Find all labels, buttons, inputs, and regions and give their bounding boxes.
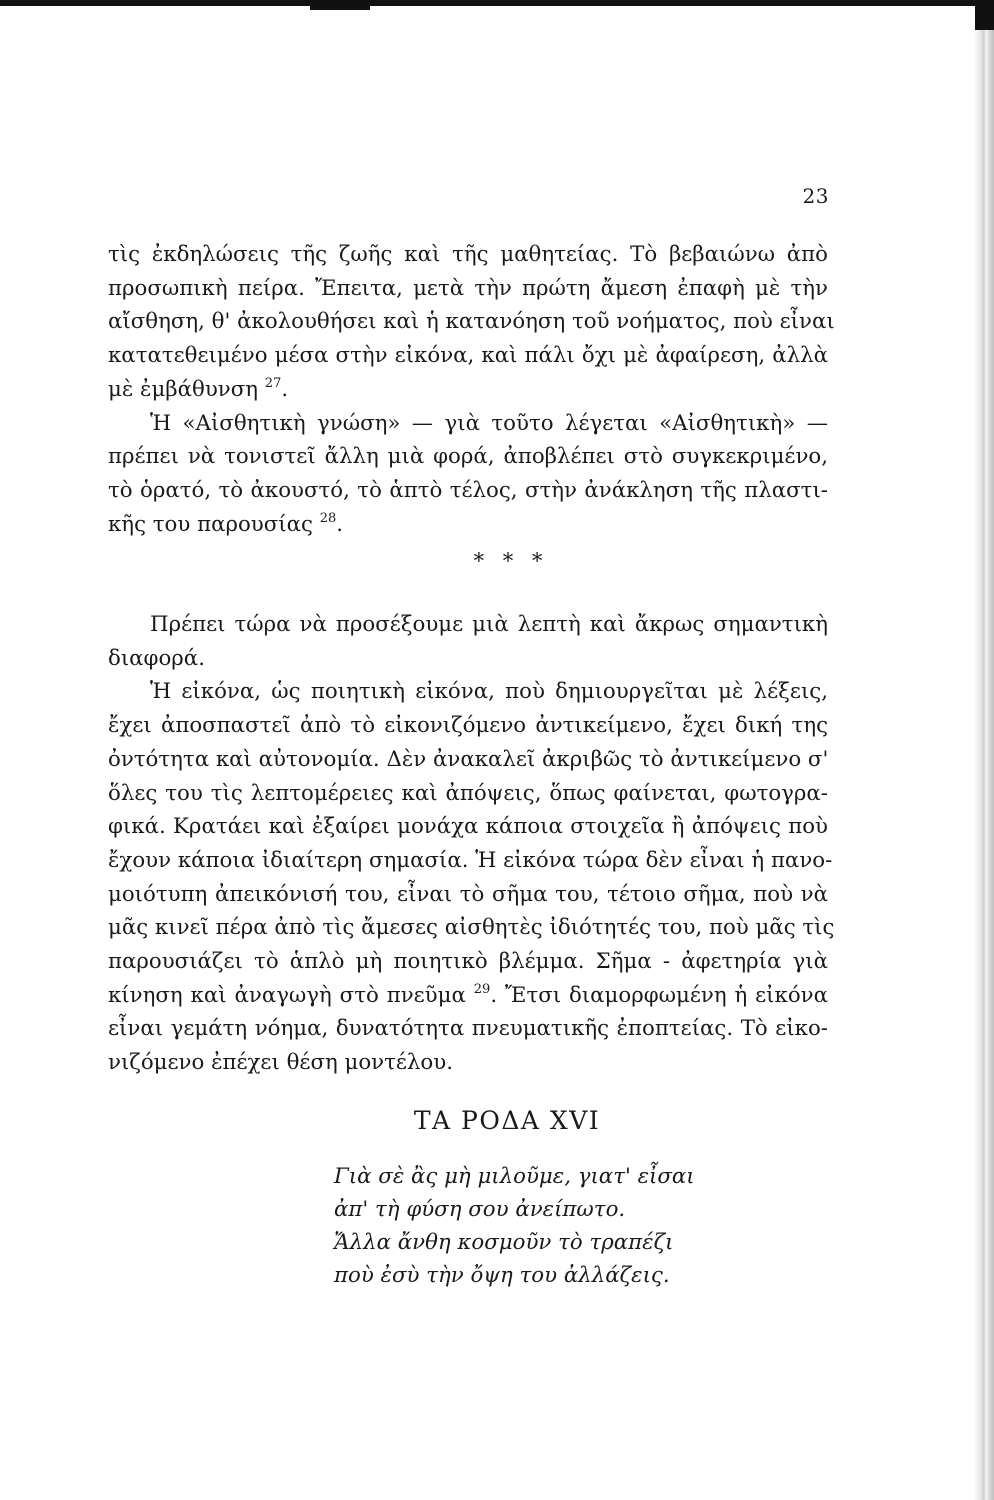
scan-top-edge	[0, 0, 975, 6]
text-line: ἔχει ἀποσπαστεῖ ἀπὸ τὸ εἰκονιζόμενο ἀντικείμενο, ἔχει δική της	[108, 713, 828, 739]
text-line: μᾶς κινεῖ πέρα ἀπὸ τὶς ἄμεσες αἰσθητὲς ἰδιότητές του, ποὺ μᾶς τὶς	[108, 915, 835, 941]
text-line: Ἡ «Αἰσθητικὴ γνώση» — γιὰ τοῦτο λέγεται «Αἰσθητικὴ» —	[150, 410, 828, 436]
poem-line: ποὺ ἐσὺ τὴν ὄψη του ἀλλάζεις.	[334, 1263, 670, 1288]
footnote-marker: 27	[264, 375, 282, 391]
text-line: Ἡ εἰκόνα, ὡς ποιητικὴ εἰκόνα, ποὺ δημιουργεῖται μὲ λέξεις,	[150, 679, 828, 705]
text-line: προσωπικὴ πείρα. Ἔπειτα, μετὰ τὴν πρώτη ἄμεση ἐπαφὴ μὲ τὴν	[108, 275, 828, 301]
text-line: παρουσιάζει τὸ ἁπλὸ μὴ ποιητικὸ βλέμμα. Σῆμα - ἀφετηρία γιὰ	[108, 949, 828, 975]
text-fragment: κίνηση καὶ ἀναγωγὴ στὸ πνεῦμα	[108, 982, 466, 1008]
scan-corner	[975, 0, 994, 30]
text-fragment: κῆς του παρουσίας	[108, 511, 313, 537]
scan-top-notch	[310, 6, 370, 10]
poem-line: Ἄλλα ἄνθη κοσμοῦν τὸ τραπέζι	[334, 1230, 674, 1255]
text-line: μὲ ἐμβάθυνση $^{27}$.	[108, 375, 289, 402]
text-line: κατατεθειμένο μέσα στὴν εἰκόνα, καὶ πάλι ὄχι μὲ ἀφαίρεση, ἀλλὰ	[108, 343, 828, 369]
text-line: πρέπει νὰ τονιστεῖ ἄλλη μιὰ φορά, ἀποβλέπει στὸ συγκεκριμένο,	[108, 444, 828, 470]
text-line: αἴσθηση, θ' ἀκολουθήσει καὶ ἡ κατανόηση τοῦ νοήματος, ποὺ εἶναι	[108, 309, 835, 335]
section-separator: * * *	[473, 549, 549, 573]
poem-line: Γιὰ σὲ ἂς μὴ μιλοῦμε, γιατ' εἶσαι	[334, 1164, 695, 1189]
text-line: φικά. Κρατάει καὶ ἐξαίρει μονάχα κάποια στοιχεῖα ἢ ἀπόψεις ποὺ	[108, 814, 828, 840]
text-line: τὸ ὁρατό, τὸ ἀκουστό, τὸ ἁπτὸ τέλος, στὴν ἀνάκληση τῆς πλαστι-	[108, 477, 828, 503]
poem-line: ἀπ' τὴ φύση σου ἀνείπωτο.	[334, 1197, 626, 1222]
footnote-marker: 29	[473, 981, 491, 997]
text-line: ὅλες του τὶς λεπτομέρειες καὶ ἀπόψεις, ὅπως φαίνεται, φωτογρα-	[108, 780, 828, 806]
text-line: ὀντότητα καὶ αὐτονομία. Δὲν ἀνακαλεῖ ἀκριβῶς τὸ ἀντικείμενο σ'	[108, 746, 829, 772]
scan-right-edge	[975, 0, 994, 1500]
text-line	[108, 979, 828, 1013]
text-line: μοιότυπη ἀπεικόνισή του, εἶναι τὸ σῆμα του, τέτοιο σῆμα, ποὺ νὰ	[108, 881, 828, 907]
text-line: τὶς ἐκδηλώσεις τῆς ζωῆς καὶ τῆς μαθητείας. Τὸ βεβαιώνω ἀπὸ	[108, 242, 828, 267]
text-line: εἶναι γεμάτη νόημα, δυνατότητα πνευματικῆς ἐποπτείας. Τὸ εἰκο-	[108, 1016, 828, 1042]
footnote-marker: 28	[319, 510, 337, 526]
body-text-bottom	[108, 608, 835, 1080]
text-line: Πρέπει τώρα νὰ προσέξουμε μιὰ λεπτὴ καὶ ἄκρως σημαντικὴ	[150, 612, 828, 637]
page-number: 23	[802, 184, 829, 208]
body-text-top	[108, 238, 835, 541]
text-fragment: μὲ ἐμβάθυνση	[108, 376, 259, 402]
text-line: ἔχουν κάποια ἰδιαίτερη σημασία. Ἡ εἰκόνα τώρα δὲν εἶναι ἡ πανο-	[108, 847, 833, 873]
poem	[334, 1160, 695, 1292]
text-line: νιζόμενο ἐπέχει θέση μοντέλου.	[108, 1050, 453, 1076]
text-fragment: . Ἔτσι διαμορφωμένη ἡ εἰκόνα	[490, 982, 828, 1008]
poem-title: ΤΑ ΡΟΔΑ XVI	[413, 1106, 601, 1135]
text-line: κῆς του παρουσίας $^{28}$.	[108, 510, 344, 537]
text-line: διαφορά.	[108, 645, 205, 671]
